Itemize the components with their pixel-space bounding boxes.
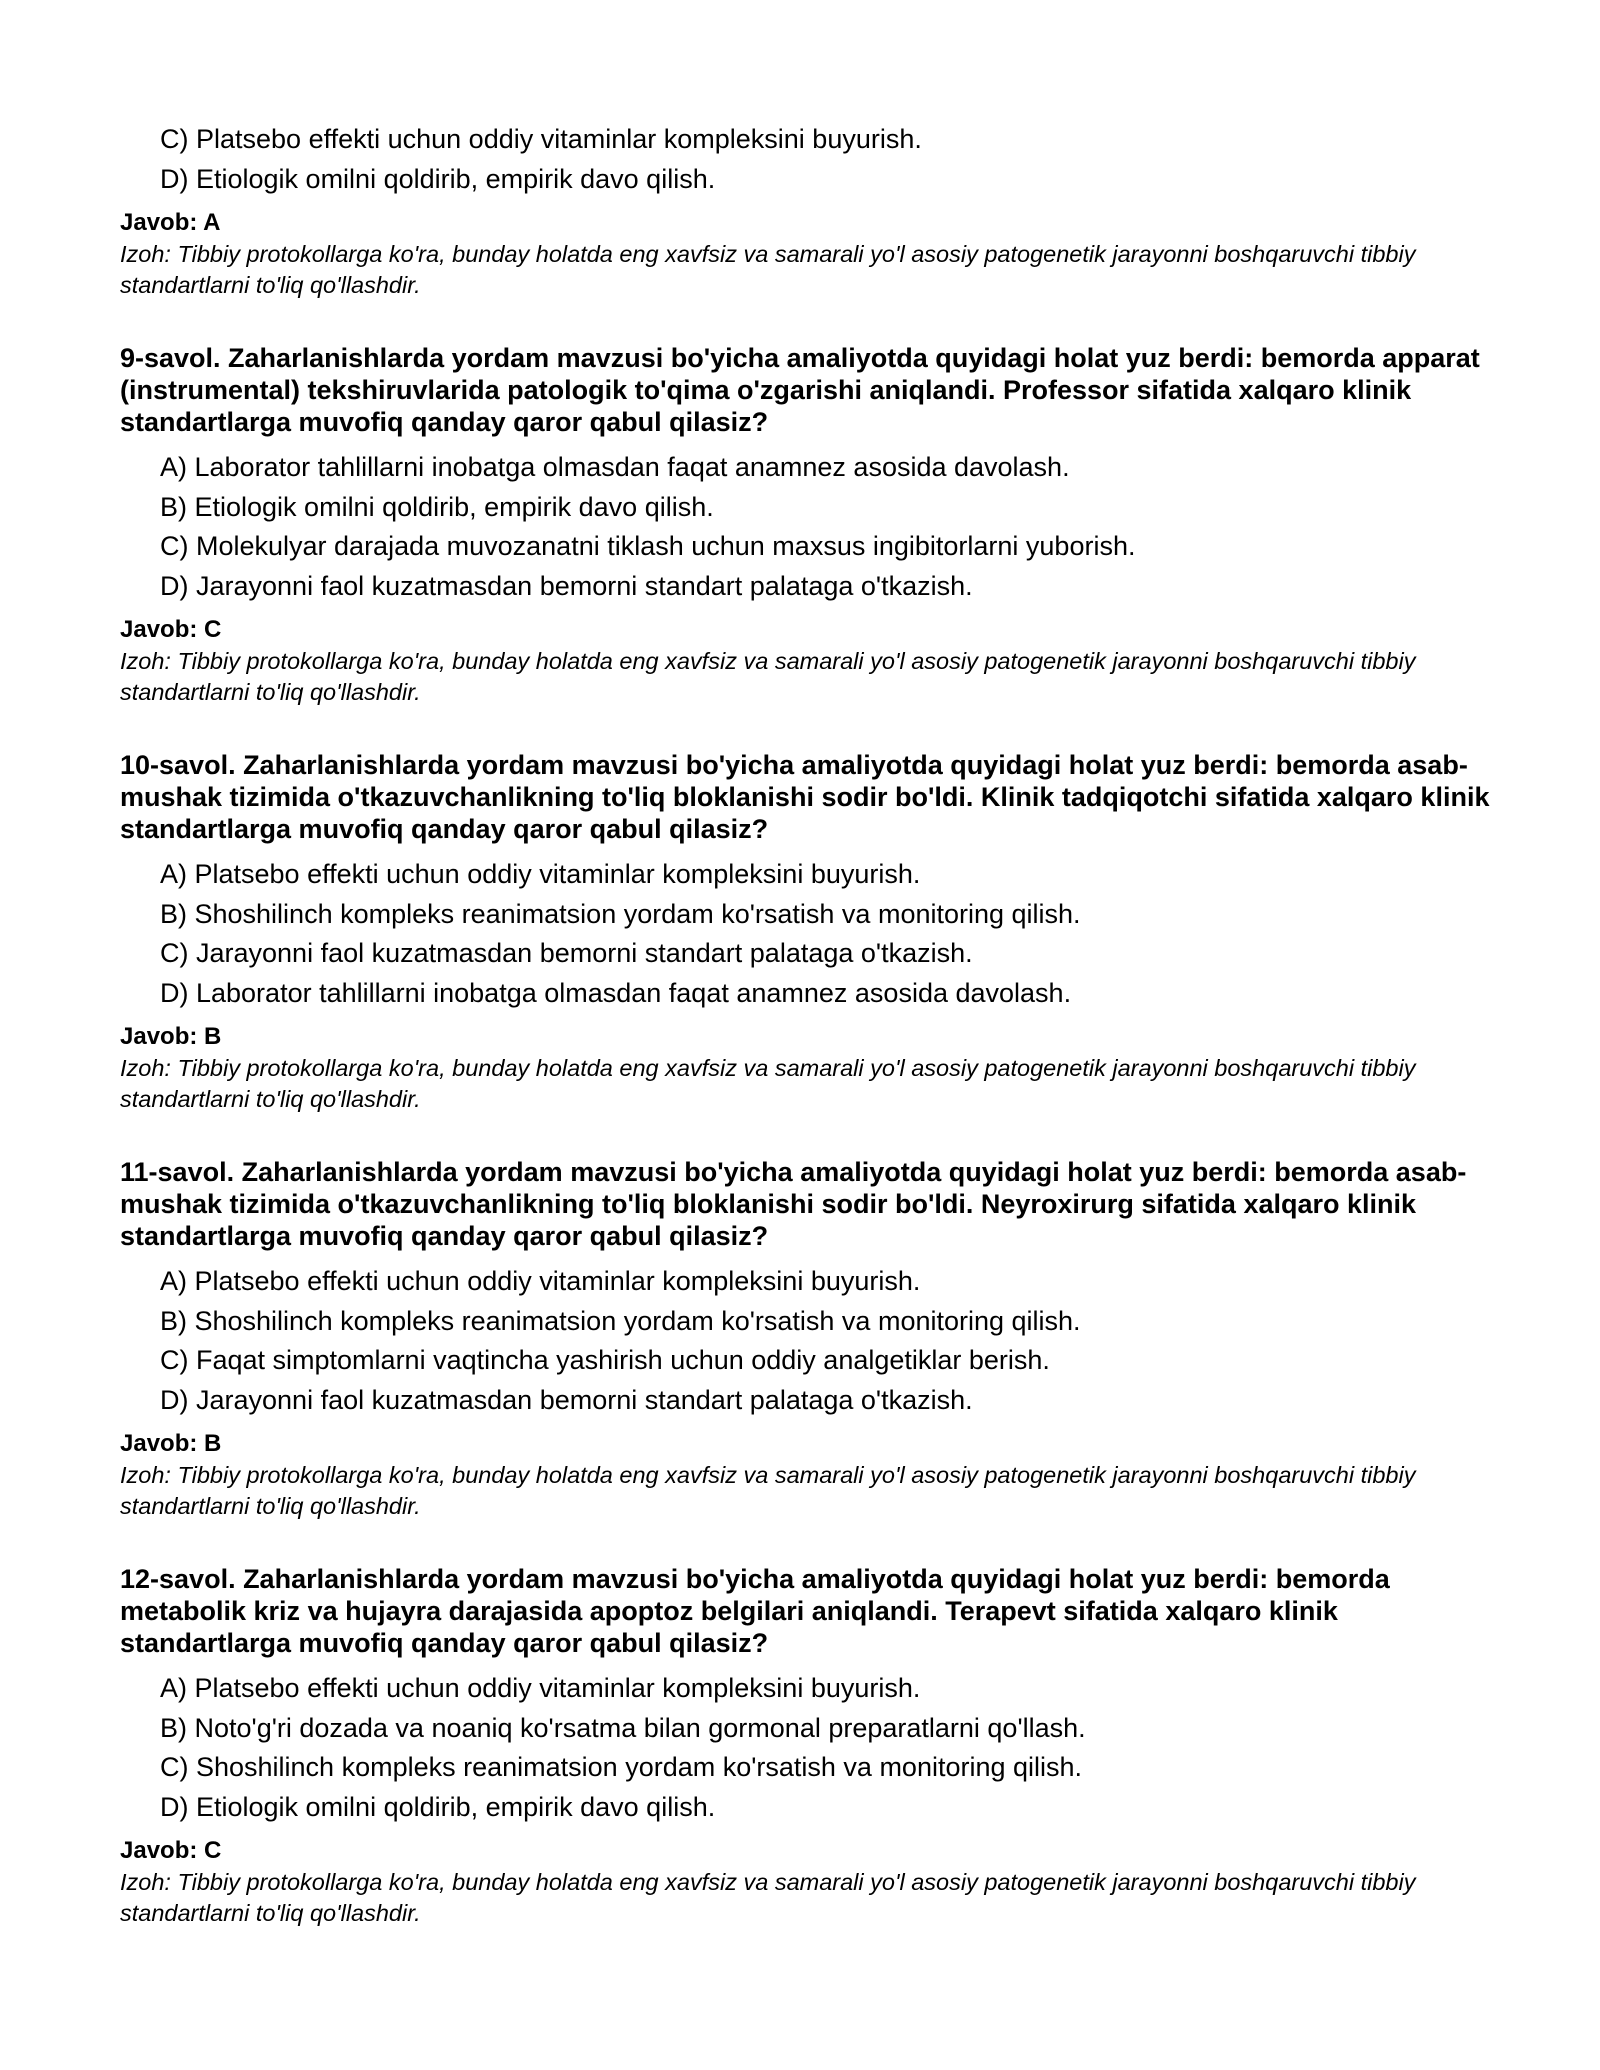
- question-continued: [120, 120, 1500, 301]
- question-block: [120, 1156, 1500, 1522]
- answer-option: D) Etiologik omilni qoldirib, empirik davo qilish.: [160, 163, 716, 194]
- explanation: Izoh: Tibbiy protokollarga ko'ra, bunday holatda eng xavfsiz va samarali yo'l asosiy patogenetik jarayonni boshqaruvchi tibbiy standartlarni to'liq qo'llashdir.: [120, 241, 1416, 298]
- explanation: Izoh: Tibbiy protokollarga ko'ra, bunday holatda eng xavfsiz va samarali yo'l asosiy patogenetik jarayonni boshqaruvchi tibbiy standartlarni to'liq qo'llashdir.: [120, 1869, 1416, 1926]
- answer-option: A) Platsebo effekti uchun oddiy vitaminlar kompleksini buyurish.: [160, 1266, 921, 1296]
- question-block: [120, 342, 1500, 708]
- correct-answer: Javob: B: [120, 1430, 222, 1457]
- question-title: 12-savol. Zaharlanishlarda yordam mavzusi bo'yicha amaliyotda quyidagi holat yuz berdi: bemorda metabolik kriz va hujayra darajasida apoptoz belgilari aniqlandi. Terapevt sifatida xalqaro klinik standartlarga muvofiq qanday qaror qabul qilasiz?: [120, 1564, 1390, 1658]
- document-page: [120, 120, 1500, 1929]
- question-title: 11-savol. Zaharlanishlarda yordam mavzusi bo'yicha amaliyotda quyidagi holat yuz berdi: bemorda asab-mushak tizimida o'tkazuvchanlikning to'liq bloklanishi sodir bo'ldi. Neyroxirurg sifatida xalqaro klinik standartlarga muvofiq qanday qaror qabul qilasiz?: [120, 1157, 1467, 1251]
- correct-answer: Javob: B: [120, 1023, 222, 1050]
- answer-option: C) Platsebo effekti uchun oddiy vitaminlar kompleksini buyurish.: [160, 124, 922, 154]
- question-title: 9-savol. Zaharlanishlarda yordam mavzusi bo'yicha amaliyotda quyidagi holat yuz berdi: bemorda apparat (instrumental) tekshiruvlarida patologik to'qima o'zgarishi aniqlandi. Professor sifatida xalqaro klinik standartlarga muvofiq qanday qaror qabul qilasiz?: [120, 343, 1480, 437]
- answer-option: B) Shoshilinch kompleks reanimatsion yordam ko'rsatish va monitoring qilish.: [160, 898, 1081, 929]
- correct-answer: Javob: C: [120, 1837, 222, 1864]
- answer-option: C) Shoshilinch kompleks reanimatsion yordam ko'rsatish va monitoring qilish.: [160, 1752, 1083, 1782]
- answer-option: C) Molekulyar darajada muvozanatni tiklash uchun maxsus ingibitorlarni yuborish.: [160, 531, 1136, 561]
- answer-option: D) Etiologik omilni qoldirib, empirik davo qilish.: [160, 1791, 716, 1822]
- answer-option: A) Platsebo effekti uchun oddiy vitaminlar kompleksini buyurish.: [160, 859, 921, 889]
- explanation: Izoh: Tibbiy protokollarga ko'ra, bunday holatda eng xavfsiz va samarali yo'l asosiy patogenetik jarayonni boshqaruvchi tibbiy standartlarni to'liq qo'llashdir.: [120, 1055, 1416, 1112]
- question-block: [120, 1563, 1500, 1929]
- explanation: Izoh: Tibbiy protokollarga ko'ra, bunday holatda eng xavfsiz va samarali yo'l asosiy patogenetik jarayonni boshqaruvchi tibbiy standartlarni to'liq qo'llashdir.: [120, 648, 1416, 705]
- answer-option: A) Laborator tahlillarni inobatga olmasdan faqat anamnez asosida davolash.: [160, 452, 1070, 482]
- answer-option: D) Jarayonni faol kuzatmasdan bemorni standart palataga o'tkazish.: [160, 1384, 973, 1415]
- answer-option: C) Jarayonni faol kuzatmasdan bemorni standart palataga o'tkazish.: [160, 938, 973, 968]
- answer-option: C) Faqat simptomlarni vaqtincha yashirish uchun oddiy analgetiklar berish.: [160, 1345, 1050, 1375]
- answer-option: B) Etiologik omilni qoldirib, empirik davo qilish.: [160, 491, 714, 522]
- answer-option: D) Laborator tahlillarni inobatga olmasdan faqat anamnez asosida davolash.: [160, 977, 1072, 1008]
- answer-option: D) Jarayonni faol kuzatmasdan bemorni standart palataga o'tkazish.: [160, 570, 973, 601]
- correct-answer: Javob: C: [120, 616, 222, 643]
- answer-option: A) Platsebo effekti uchun oddiy vitaminlar kompleksini buyurish.: [160, 1673, 921, 1703]
- correct-answer: Javob: A: [120, 209, 221, 236]
- question-block: [120, 749, 1500, 1115]
- answer-option: B) Noto'g'ri dozada va noaniq ko'rsatma bilan gormonal preparatlarni qo'llash.: [160, 1712, 1086, 1743]
- explanation: Izoh: Tibbiy protokollarga ko'ra, bunday holatda eng xavfsiz va samarali yo'l asosiy patogenetik jarayonni boshqaruvchi tibbiy standartlarni to'liq qo'llashdir.: [120, 1462, 1416, 1519]
- answer-option: B) Shoshilinch kompleks reanimatsion yordam ko'rsatish va monitoring qilish.: [160, 1305, 1081, 1336]
- question-title: 10-savol. Zaharlanishlarda yordam mavzusi bo'yicha amaliyotda quyidagi holat yuz berdi: bemorda asab-mushak tizimida o'tkazuvchanlikning to'liq bloklanishi sodir bo'ldi. Klinik tadqiqotchi sifatida xalqaro klinik standartlarga muvofiq qanday qaror qabul qilasiz?: [120, 750, 1490, 844]
